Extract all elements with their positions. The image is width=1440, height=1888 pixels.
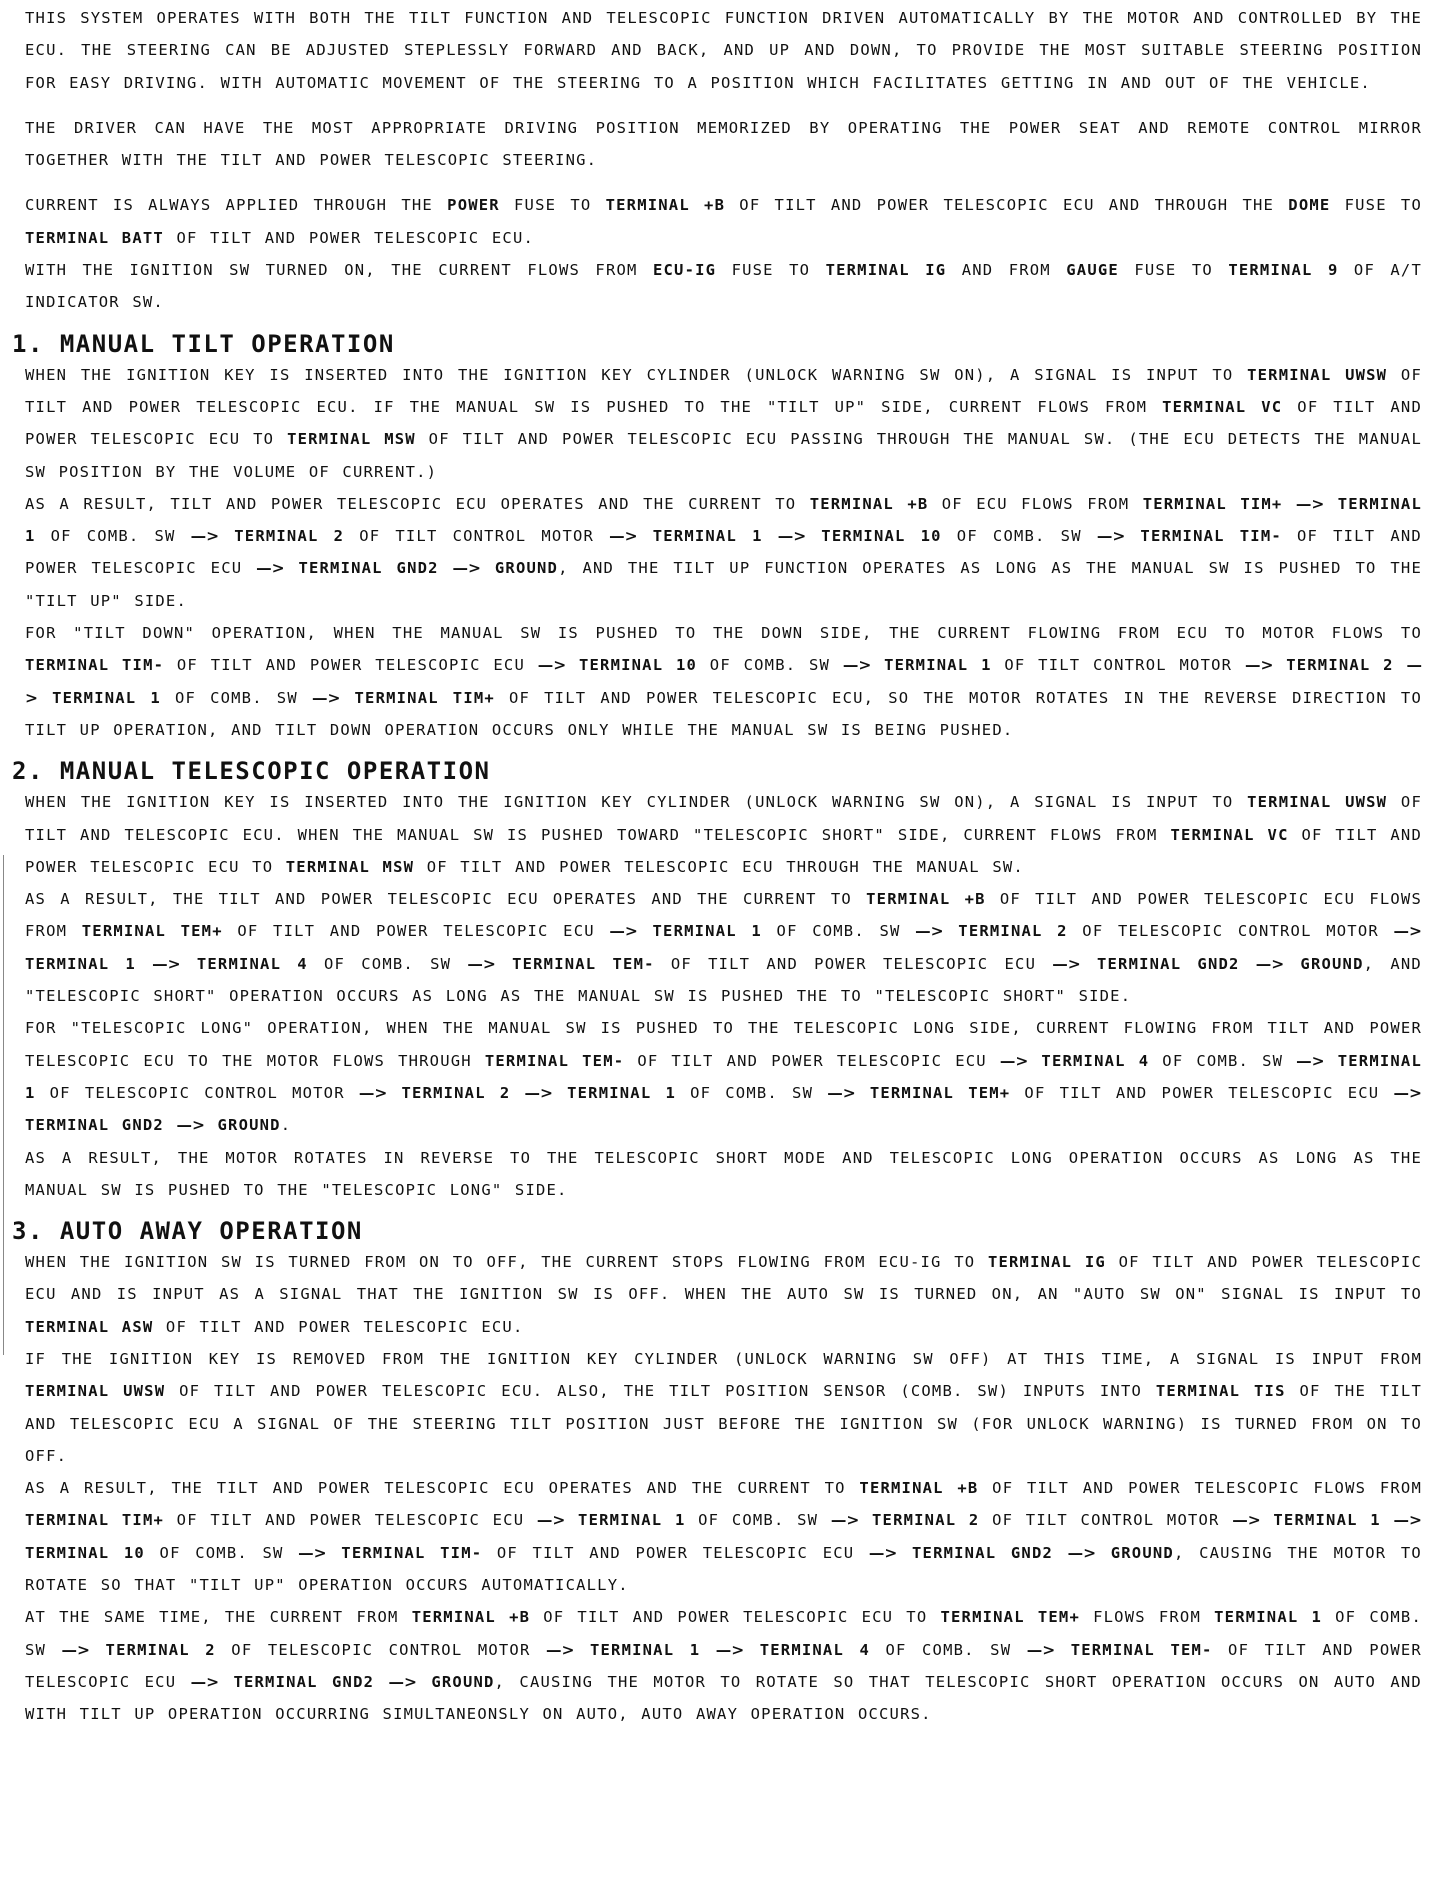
bold-term: TERMINAL IG — [987, 1253, 1106, 1272]
bold-term: TERMINAL 1 — [578, 1511, 686, 1530]
bold-term: TERMINAL TIS — [1155, 1382, 1286, 1401]
section-heading-manual-telescopic: 2. MANUAL TELESCOPIC OPERATION — [12, 757, 491, 786]
section-body-manual-telescopic: WHEN THE IGNITION KEY IS INSERTED INTO THE IGNITION KEY CYLINDER (UNLOCK WARNING SW ON), A SIGNAL IS INPUT TO TERMINAL UWSW OF TILT AND TELESCOPIC ECU. WHEN THE MANUAL SW IS PUSHED TOWARD "TELESCOPIC SHORT" SIDE, CURRENT FLOWS FROM TERMINAL VC OF TILT AND POWER TELESCOPIC ECU TO TERMINAL MSW OF TILT AND POWER TELESCOPIC ECU THROUGH THE MANUAL SW. AS A RESULT, THE TILT AND POWER TELESCOPIC ECU OPERATES AND THE CURRENT TO TERMINAL +B OF TILT AND POWER TELESCOPIC ECU FLOWS FROM TERMINAL TEM+ OF TILT AND POWER TELESCOPIC ECU —> TERMINAL 1 OF COMB. SW —> TERMINAL 2 OF TELESCOPIC CONTROL MOTOR —> TERMINAL 1 —> TERMINAL 4 OF COMB. SW —> TERMINAL TEM- OF TILT AND POWER TELESCOPIC ECU —> TERMINAL GND2 —> GROUND, AND "TELESCOPIC SHORT" OPERATION OCCURS AS LONG AS THE MANUAL SW IS PUSHED THE TO "TELESCOPIC SHORT" SIDE. FOR "TELESCOPIC LONG" OPERATION, WHEN THE MANUAL SW IS PUSHED TO THE TELESCOPIC LONG SIDE, CURRENT FLOWING FROM TILT AND POWER TELESCOPIC ECU TO THE MOTOR FLOWS THROUGH TERMINAL TEM- OF TILT AND POWER TELESCOPIC ECU —> TERMINAL 4 OF COMB. SW —> TERMINAL 1 OF TELESCOPIC CONTROL MOTOR —> TERMINAL 2 —> TERMINAL 1 OF COMB. SW —> TERMINAL TEM+ OF TILT AND POWER TELESCOPIC ECU —> TERMINAL GND2 —> GROUND. AS A RESULT, THE MOTOR ROTATES IN REVERSE TO THE TELESCOPIC SHORT MODE AND TELESCOPIC LONG OPERATION OCCURS AS LONG AS THE MANUAL SW IS PUSHED TO THE "TELESCOPIC LONG" SIDE. — [25, 793, 1422, 1199]
arrow-icon: —> — [868, 1543, 898, 1562]
bold-term: GROUND — [494, 559, 559, 578]
bold-term: TERMINAL GND2 — [25, 1116, 164, 1135]
arrow-icon: —> — [777, 527, 807, 546]
section-body-manual-tilt: WHEN THE IGNITION KEY IS INSERTED INTO THE IGNITION KEY CYLINDER (UNLOCK WARNING SW ON), A SIGNAL IS INPUT TO TERMINAL UWSW OF TILT AND POWER TELESCOPIC ECU. IF THE MANUAL SW IS PUSHED TO THE "TILT UP" SIDE, CURRENT FLOWS FROM TERMINAL VC OF TILT AND POWER TELESCOPIC ECU TO TERMINAL MSW OF TILT AND POWER TELESCOPIC ECU PASSING THROUGH THE MANUAL SW. (THE ECU DETECTS THE MANUAL SW POSITION BY THE VOLUME OF CURRENT.) AS A RESULT, TILT AND POWER TELESCOPIC ECU OPERATES AND THE CURRENT TO TERMINAL +B OF ECU FLOWS FROM TERMINAL TIM+ —> TERMINAL 1 OF COMB. SW —> TERMINAL 2 OF TILT CONTROL MOTOR —> TERMINAL 1 —> TERMINAL 10 OF COMB. SW —> TERMINAL TIM- OF TILT AND POWER TELESCOPIC ECU —> TERMINAL GND2 —> GROUND, AND THE TILT UP FUNCTION OPERATES AS LONG AS THE MANUAL SW IS PUSHED TO THE "TILT UP" SIDE. FOR "TILT DOWN" OPERATION, WHEN THE MANUAL SW IS PUSHED TO THE DOWN SIDE, THE CURRENT FLOWING FROM ECU TO MOTOR FLOWS TO TERMINAL TIM- OF TILT AND POWER TELESCOPIC ECU —> TERMINAL 10 OF COMB. SW —> TERMINAL 1 OF TILT CONTROL MOTOR —> TERMINAL 2 —> TERMINAL 1 OF COMB. SW —> TERMINAL TIM+ OF TILT AND POWER TELESCOPIC ECU, SO THE MOTOR ROTATES IN THE REVERSE DIRECTION TO TILT UP OPERATION, AND TILT DOWN OPERATION OCCURS ONLY WHILE THE MANUAL SW IS BEING PUSHED. — [25, 365, 1422, 739]
bold-term: TERMINAL 1 — [652, 527, 763, 546]
bold-term: TERMINAL TEM- — [1070, 1640, 1213, 1659]
bold-term: ECU-IG — [652, 261, 717, 280]
section-heading-manual-tilt: 1. MANUAL TILT OPERATION — [12, 329, 395, 358]
bold-term: TERMINAL TIM+ — [354, 688, 495, 707]
arrow-icon: —> — [1052, 954, 1081, 973]
bold-term: TERMINAL 10 — [578, 656, 698, 675]
margin-rule — [3, 855, 4, 1355]
bold-term: POWER — [447, 196, 500, 215]
intro-paragraph-3: CURRENT IS ALWAYS APPLIED THROUGH THE POWER FUSE TO TERMINAL +B OF TILT AND POWER TELESCOPIC ECU AND THROUGH THE DOME FUSE TO TERMINAL BATT OF TILT AND POWER TELESCOPIC ECU. WITH THE IGNITION SW TURNED ON, THE CURRENT FLOWS FROM ECU-IG FUSE TO TERMINAL IG AND FROM GAUGE FUSE TO TERMINAL 9 OF A/T INDICATOR SW. — [25, 196, 1422, 312]
arrow-icon: —> — [609, 922, 638, 941]
bold-term: GROUND — [217, 1116, 281, 1135]
arrow-icon: —> — [1255, 954, 1285, 973]
arrow-icon: —> — [524, 1083, 553, 1102]
arrow-icon: —> — [452, 559, 482, 578]
arrow-icon: —> — [1295, 494, 1325, 513]
arrow-icon: —> — [256, 559, 285, 578]
bold-term: TERMINAL 1 — [52, 688, 161, 707]
bold-term: TERMINAL 4 — [1041, 1051, 1150, 1070]
bold-term: TERMINAL +B — [809, 494, 929, 513]
arrow-icon: —> — [715, 1640, 745, 1659]
arrow-icon: —> — [1244, 656, 1274, 675]
section-body-auto-away: WHEN THE IGNITION SW IS TURNED FROM ON TO OFF, THE CURRENT STOPS FLOWING FROM ECU-IG TO TERMINAL IG OF TILT AND POWER TELESCOPIC ECU AND IS INPUT AS A SIGNAL THAT THE IGNITION SW IS OFF. WHEN THE AUTO SW IS TURNED ON, AN "AUTO SW ON" SIGNAL IS INPUT TO TERMINAL ASW OF TILT AND POWER TELESCOPIC ECU. IF THE IGNITION KEY IS REMOVED FROM THE IGNITION KEY CYLINDER (UNLOCK WARNING SW OFF) AT THIS TIME, A SIGNAL IS INPUT FROM TERMINAL UWSW OF TILT AND POWER TELESCOPIC ECU. ALSO, THE TILT POSITION SENSOR (COMB. SW) INPUTS INTO TERMINAL TIS OF THE TILT AND TELESCOPIC ECU A SIGNAL OF THE STEERING TILT POSITION JUST BEFORE THE IGNITION SW (FOR UNLOCK WARNING) IS TURNED FROM ON TO OFF. AS A RESULT, THE TILT AND POWER TELESCOPIC ECU OPERATES AND THE CURRENT TO TERMINAL +B OF TILT AND POWER TELESCOPIC FLOWS FROM TERMINAL TIM+ OF TILT AND POWER TELESCOPIC ECU —> TERMINAL 1 OF COMB. SW —> TERMINAL 2 OF TILT CONTROL MOTOR —> TERMINAL 1 —> TERMINAL 10 OF COMB. SW —> TERMINAL TIM- OF TILT AND POWER TELESCOPIC ECU —> TERMINAL GND2 —> GROUND, CAUSING THE MOTOR TO ROTATE SO THAT "TILT UP" OPERATION OCCURS AUTOMATICALLY. AT THE SAME TIME, THE CURRENT FROM TERMINAL +B OF TILT AND POWER TELESCOPIC ECU TO TERMINAL TEM+ FLOWS FROM TERMINAL 1 OF COMB. SW —> TERMINAL 2 OF TELESCOPIC CONTROL MOTOR —> TERMINAL 1 —> TERMINAL 4 OF COMB. SW —> TERMINAL TEM- OF TILT AND POWER TELESCOPIC ECU —> TERMINAL GND2 —> GROUND, CAUSING THE MOTOR TO ROTATE SO THAT TELESCOPIC SHORT OPERATION OCCURS ON AUTO AND WITH TILT UP OPERATION OCCURRING SIMULTANEONSLY ON AUTO, AUTO AWAY OPERATION OCCURS. — [25, 1253, 1422, 1724]
bold-term: TERMINAL BATT — [25, 228, 164, 247]
bold-term: TERMINAL +B — [411, 1608, 531, 1627]
arrow-icon: —> — [176, 1116, 205, 1135]
bold-term: GROUND — [1110, 1543, 1174, 1562]
arrow-icon: —> — [388, 1672, 417, 1691]
arrow-icon: —> — [536, 1511, 566, 1530]
arrow-icon: —> — [467, 954, 496, 973]
bold-term: TERMINAL TEM- — [484, 1051, 625, 1070]
bold-term: TERMINAL +B — [859, 1479, 979, 1498]
bold-term: TERMINAL 1 — [589, 1640, 701, 1659]
bold-term: TERMINAL 2 — [958, 922, 1068, 941]
bold-term: TERMINAL UWSW — [25, 1382, 166, 1401]
arrow-icon: —> — [915, 922, 944, 941]
arrow-icon: —> — [25, 656, 1422, 707]
bold-term: GAUGE — [1066, 261, 1119, 280]
bold-term: TERMINAL IG — [825, 261, 947, 280]
bold-term: TERMINAL VC — [1170, 825, 1289, 844]
arrow-icon: —> — [1096, 527, 1126, 546]
section-heading-auto-away: 3. AUTO AWAY OPERATION — [12, 1217, 363, 1246]
bold-term: TERMINAL TIM- — [1140, 527, 1282, 546]
bold-term: TERMINAL TIM- — [341, 1543, 483, 1562]
arrow-icon: —> — [358, 1083, 388, 1102]
arrow-icon: —> — [190, 527, 220, 546]
intro-paragraph-1: THIS SYSTEM OPERATES WITH BOTH THE TILT FUNCTION AND TELESCOPIC FUNCTION DRIVEN AUTOMATICALLY BY THE MOTOR AND CONTROLLED BY THE ECU. THE STEERING CAN BE ADJUSTED STEPLESSLY FORWARD AND BACK, AND UP AND DOWN, TO PROVIDE THE MOST SUITABLE STEERING POSITION FOR EASY DRIVING. WITH AUTOMATIC MOVEMENT OF THE STEERING TO A POSITION WHICH FACILITATES GETTING IN AND OUT OF THE VEHICLE. — [25, 9, 1422, 92]
bold-term: TERMINAL 1 — [25, 494, 1422, 546]
arrow-icon: —> — [311, 688, 341, 707]
bold-term: TERMINAL TEM+ — [869, 1083, 1011, 1102]
arrow-icon: —> — [190, 1672, 220, 1691]
arrow-icon: —> — [999, 1051, 1029, 1070]
bold-term: TERMINAL MSW — [285, 857, 415, 876]
arrow-icon: —> — [609, 527, 638, 546]
bold-term: TERMINAL GND2 — [298, 559, 439, 578]
arrow-icon: —> — [1393, 1083, 1422, 1102]
bold-term: TERMINAL 1 — [884, 656, 992, 675]
arrow-icon: —> — [298, 1543, 327, 1562]
bold-term: TERMINAL UWSW — [1247, 793, 1388, 812]
bold-term: TERMINAL 2 — [234, 527, 345, 546]
bold-term: TERMINAL 4 — [759, 1640, 870, 1659]
arrow-icon: —> — [1026, 1640, 1056, 1659]
arrow-icon: —> — [152, 954, 181, 973]
bold-term: TERMINAL 2 — [872, 1511, 980, 1530]
bold-term: TERMINAL 2 — [1286, 656, 1394, 675]
arrow-icon: —> — [830, 1511, 860, 1530]
arrow-icon: —> — [842, 656, 872, 675]
bold-term: TERMINAL GND2 — [912, 1543, 1054, 1562]
bold-term: TERMINAL 1 — [652, 922, 762, 941]
arrow-icon: —> — [61, 1640, 91, 1659]
bold-term: TERMINAL 1 — [25, 954, 136, 973]
bold-term: TERMINAL TEM- — [512, 954, 655, 973]
bold-term: TERMINAL 1 — [1214, 1608, 1323, 1627]
arrow-icon: —> — [1296, 1051, 1325, 1070]
bold-term: TERMINAL TIM+ — [1142, 494, 1283, 513]
arrow-icon: —> — [1232, 1511, 1261, 1530]
bold-term: TERMINAL 1 — [25, 1051, 1422, 1102]
bold-term: TERMINAL TIM+ — [25, 1511, 165, 1530]
bold-term: TERMINAL TEM+ — [940, 1608, 1080, 1627]
bold-term: TERMINAL 2 — [401, 1083, 511, 1102]
bold-term: DOME — [1288, 196, 1331, 215]
bold-term: GROUND — [431, 1672, 495, 1691]
bold-term: TERMINAL MSW — [287, 430, 416, 449]
bold-term: TERMINAL 10 — [25, 1543, 145, 1562]
arrow-icon: —> — [827, 1083, 856, 1102]
arrow-icon: —> — [537, 656, 567, 675]
arrow-icon: —> — [1067, 1543, 1097, 1562]
bold-term: TERMINAL 10 — [821, 527, 942, 546]
bold-term: TERMINAL UWSW — [1247, 365, 1388, 384]
bold-term: TERMINAL 1 — [1273, 1511, 1381, 1530]
bold-term: GROUND — [1300, 954, 1364, 973]
bold-term: TERMINAL VC — [1162, 397, 1283, 416]
bold-term: TERMINAL +B — [605, 196, 726, 215]
bold-term: TERMINAL GND2 — [1096, 954, 1240, 973]
bold-term: TERMINAL GND2 — [233, 1672, 375, 1691]
bold-term: TERMINAL 1 — [567, 1083, 676, 1102]
intro-paragraph-2: THE DRIVER CAN HAVE THE MOST APPROPRIATE DRIVING POSITION MEMORIZED BY OPERATING THE POWER SEAT AND REMOTE CONTROL MIRROR TOGETHER WITH THE TILT AND POWER TELESCOPIC STEERING. — [25, 118, 1422, 170]
bold-term: TERMINAL 4 — [196, 954, 308, 973]
bold-term: TERMINAL TEM+ — [81, 922, 223, 941]
arrow-icon: —> — [1393, 1511, 1422, 1530]
arrow-icon: —> — [545, 1640, 575, 1659]
bold-term: TERMINAL ASW — [25, 1317, 154, 1336]
arrow-icon: —> — [1393, 922, 1422, 941]
bold-term: TERMINAL +B — [866, 890, 986, 909]
bold-term: TERMINAL 9 — [1228, 261, 1339, 280]
bold-term: TERMINAL 2 — [105, 1640, 216, 1659]
bold-term: TERMINAL TIM- — [25, 656, 165, 675]
